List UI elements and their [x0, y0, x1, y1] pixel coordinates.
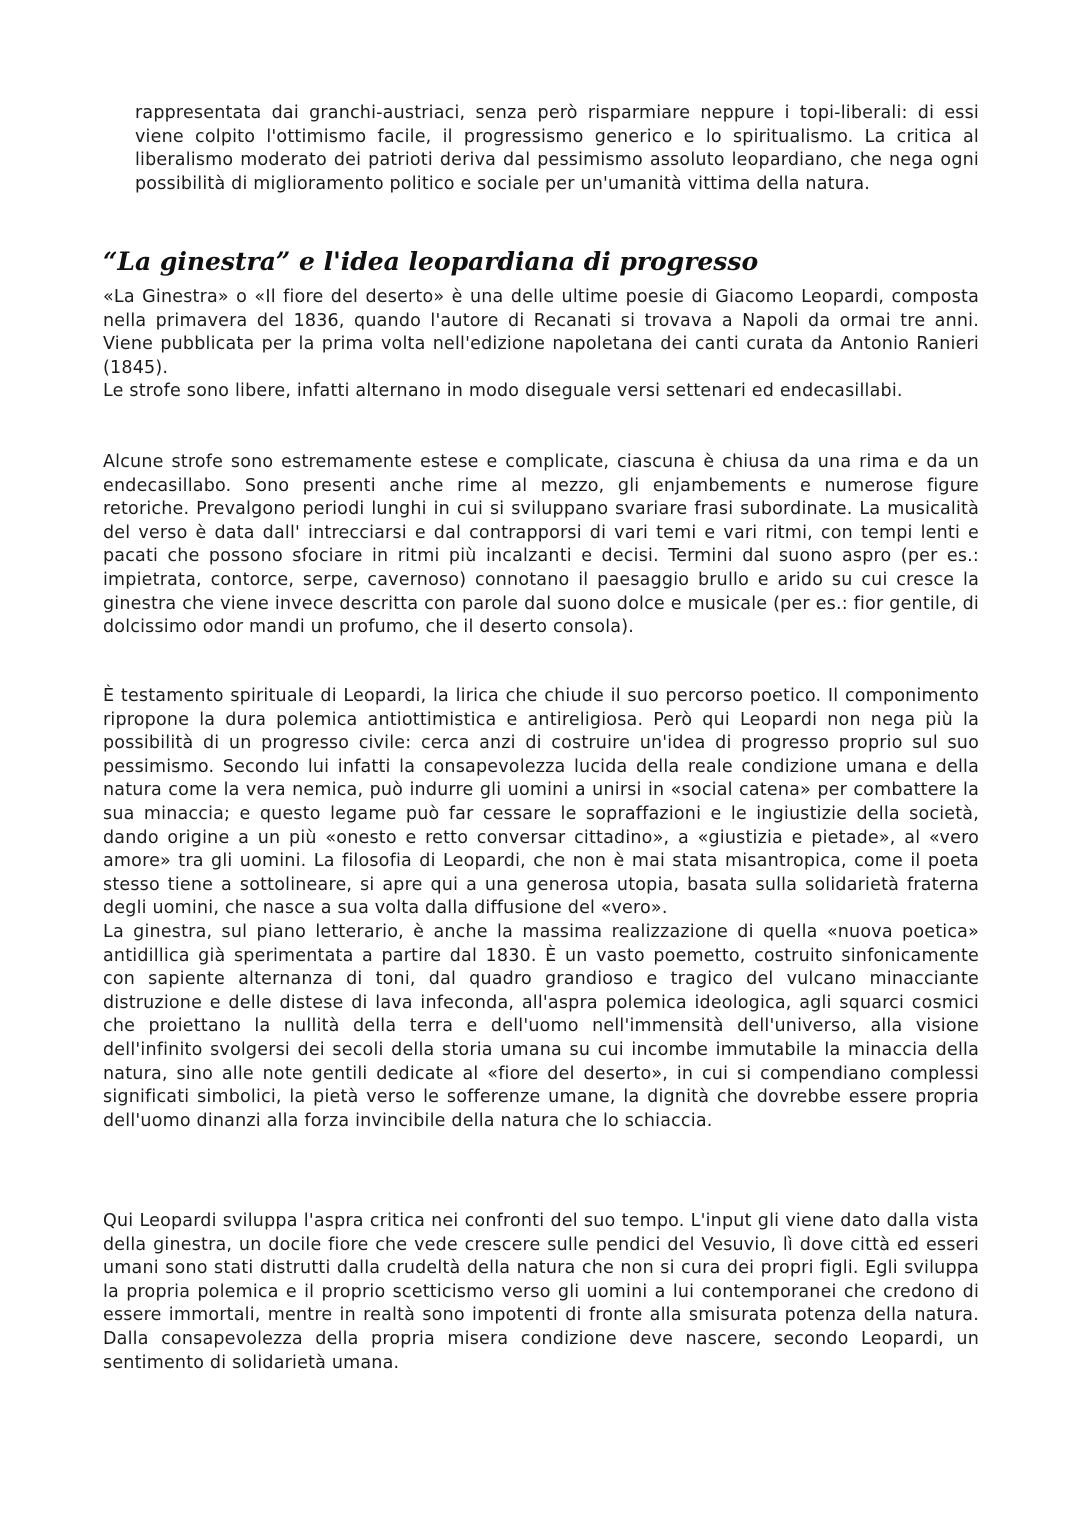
paragraph-testament: È testamento spirituale di Leopardi, la lirica che chiude il suo percorso poetico. Il componimento ripropone la dura polemica antiottimistica e antireligiosa. Però qui Leopardi non nega più la possibilità di un progresso civile: cerca anzi di costruire un'idea di progresso proprio sul suo pessimismo. Secondo lui infatti la consapevolezza lucida della reale condizione umana e della natura come la vera nemica, può indurre gli uomini a unirsi in «social catena» per combattere la sua minaccia; e questo legame può far cessare le sopraffazioni e le ingiustizie della società, dando origine a un più «onesto e retto conversar cittadino», a «giustizia e pietade», al «vero amore» tra gli uomini. La filosofia di Leopardi, che non è mai stata misantropica, come il poeta stesso tiene a sottolineare, si apre qui a una generosa utopia, basata sulla solidarietà fraterna degli uomini, che nasce a sua volta dalla diffusione del «vero». La ginestra, sul piano letterario, è anche la massima realizzazione di quella «nuova poetica» antidillica già sperimentata a partire dal 1830. È un vasto poemetto, costruito sinfonicamente con sapiente alternanza di toni, dal quadro grandioso e tragico del vulcano minacciante distruzione e delle distese di lava infeconda, all'aspra polemica ideologica, agli squarci cosmici che proiettano la nullità della terra e dell'uomo nell'immensità dell'universo, alla visione dell'infinito svolgersi dei secoli della storia umana su cui incombe immutabile la minaccia della natura, sino alle note gentili dedicate al «fiore del deserto», in cui si compendiano complessi significati simbolici, la pietà verso le sofferenze umane, la dignità che dovrebbe essere propria dell'uomo dinanzi alla forza invincibile della natura che lo schiaccia. — [103, 686, 979, 1131]
paragraph-style: Alcune strofe sono estremamente estese e complicate, ciascuna è chiusa da una rima e da un endecasillabo. Sono presenti anche rime al mezzo, gli enjambements e numerose figure retoriche. Prevalgono periodi lunghi in cui si sviluppano svariare frasi subordinate. La musicalità del verso è data dall' intrecciarsi e dal contrapporsi di vari temi e vari ritmi, con tempi lenti e pacati che possono sfociare in ritmi più incalzanti e decisi. Termini dal suono aspro (per es.: impietrata, contorce, serpe, cavernoso) connotano il paesaggio brullo e arido su cui cresce la ginestra che viene invece descritta con parole dal suono dolce e musicale (per es.: fior gentile, di dolcissimo odor mandi un profumo, che il deserto consola). — [103, 452, 979, 638]
section-title: “La ginestra” e l'idea leopardiana di progresso — [103, 247, 759, 276]
paragraph-critique: Qui Leopardi sviluppa l'aspra critica nei confronti del suo tempo. L'input gli viene dato dalla vista della ginestra, un docile fiore che vede crescere sulle pendici del Vesuvio, lì dove città ed esseri umani sono stati distrutti dalla crudeltà della natura che non si cura dei propri figli. Egli sviluppa la propria polemica e il proprio scetticismo verso gli uomini a lui contemporanei che credono di essere immortali, mentre in realtà sono impotenti di fronte alla smisurata potenza della natura. Dalla consapevolezza della propria misera condizione deve nascere, secondo Leopardi, un sentimento di solidarietà umana. — [103, 1211, 979, 1373]
intro-paragraph: rappresentata dai granchi-austriaci, senza però risparmiare neppure i topi-liberali: di essi viene colpito l'ottimismo facile, il progressismo generico e lo spiritualismo. La critica al liberalismo moderato dei patrioti deriva dal pessimismo assoluto leopardiano, che nega ogni possibilità di miglioramento politico e sociale per un'umanità vittima della natura. — [135, 103, 979, 194]
paragraph-composition: «La Ginestra» o «Il fiore del deserto» è una delle ultime poesie di Giacomo Leopardi, composta nella primavera del 1836, quando l'autore di Recanati si trovava a Napoli da ormai tre anni. Viene pubblicata per la prima volta nell'edizione napoletana dei canti curata da Antonio Ranieri (1845). Le strofe sono libere, infatti alternano in modo diseguale versi settenari ed endecasillabi. — [103, 287, 979, 402]
